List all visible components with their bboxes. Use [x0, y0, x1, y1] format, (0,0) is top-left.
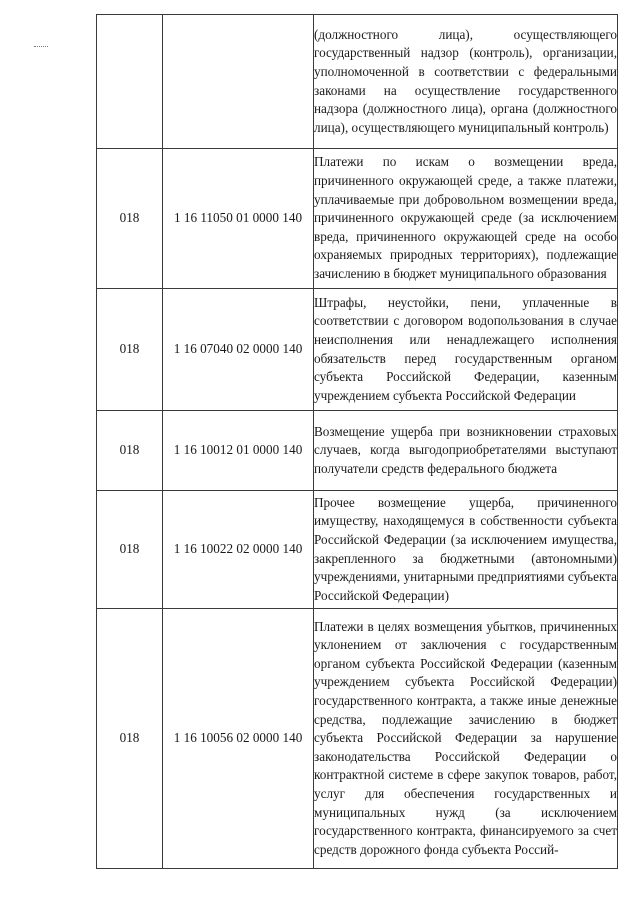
scan-speck [34, 46, 48, 49]
description-cell [314, 411, 618, 491]
admin-code-cell: 018 [97, 609, 163, 869]
budget-codes-table [96, 14, 618, 869]
admin-code-cell: 018 [97, 411, 163, 491]
kbk-code-cell: 1 16 10012 01 0000 140 [163, 411, 314, 491]
description-cell [314, 15, 618, 149]
table-row [97, 491, 618, 609]
admin-code-cell: 018 [97, 491, 163, 609]
admin-code-cell [97, 15, 163, 149]
admin-code-cell: 018 [97, 149, 163, 289]
kbk-code-cell [163, 15, 314, 149]
description-text: Платежи по искам о возмещении вреда, причиненного окружающей среде, а также платежи, уплачиваемые при добровольном возмещении вреда, причиненного окружающей среде (за исключением вреда, причиненного окружающей среде на особо охраняемых природных территориях), подлежащие зачислению в бюджет муниципального образования [314, 154, 617, 281]
table-row [97, 411, 618, 491]
kbk-code-cell: 1 16 10056 02 0000 140 [163, 609, 314, 869]
table-row [97, 149, 618, 289]
description-text: Штрафы, неустойки, пени, уплаченные в соответствии с договором водопользования в случае неисполнения или ненадлежащего исполнения обязательств перед государственным органом субъекта Российской Федерации, казенным учреждением субъекта Российской Федерации [314, 294, 617, 403]
description-cell [314, 491, 618, 609]
table-row [97, 15, 618, 149]
table-row [97, 289, 618, 411]
description-cell [314, 149, 618, 289]
description-cell [314, 609, 618, 869]
description-text: (должностного лица), осуществляющего государственный надзор (контроль), организации, уполномоченной в соответствии с федеральными законами на осуществление государственного надзора (должностного лица), органа (должностного лица), осуществляющего муниципальный контроль) [314, 26, 617, 135]
kbk-code-cell: 1 16 11050 01 0000 140 [163, 149, 314, 289]
description-text: Возмещение ущерба при возникновении страховых случаев, когда выгодоприобретателями выступают получатели средств федерального бюджета [314, 423, 617, 476]
description-cell [314, 289, 618, 411]
description-text: Прочее возмещение ущерба, причиненного имуществу, находящемуся в собственности субъекта Российской Федерации (за исключением имущества, закрепленного за бюджетными (автономными) учреждениями, унитарными предприятиями субъекта Российской Федерации) [314, 494, 617, 603]
table-row [97, 609, 618, 869]
kbk-code-cell: 1 16 07040 02 0000 140 [163, 289, 314, 411]
kbk-code-cell: 1 16 10022 02 0000 140 [163, 491, 314, 609]
admin-code-cell: 018 [97, 289, 163, 411]
description-text: Платежи в целях возмещения убытков, причиненных уклонением от заключения с государственным органом субъекта Российской Федерации (казенным учреждением субъекта Российской Федерации) государственного контракта, а также иные денежные средства, подлежащие зачислению в бюджет субъекта Российской Федерации за нарушение законодательства Российской Федерации о контрактной системе в сфере закупок товаров, работ, услуг для обеспечения государственных и муниципальных нужд (за исключением государственного контракта, финансируемого за счет средств дорожного фонда субъекта Россий- [314, 618, 617, 857]
